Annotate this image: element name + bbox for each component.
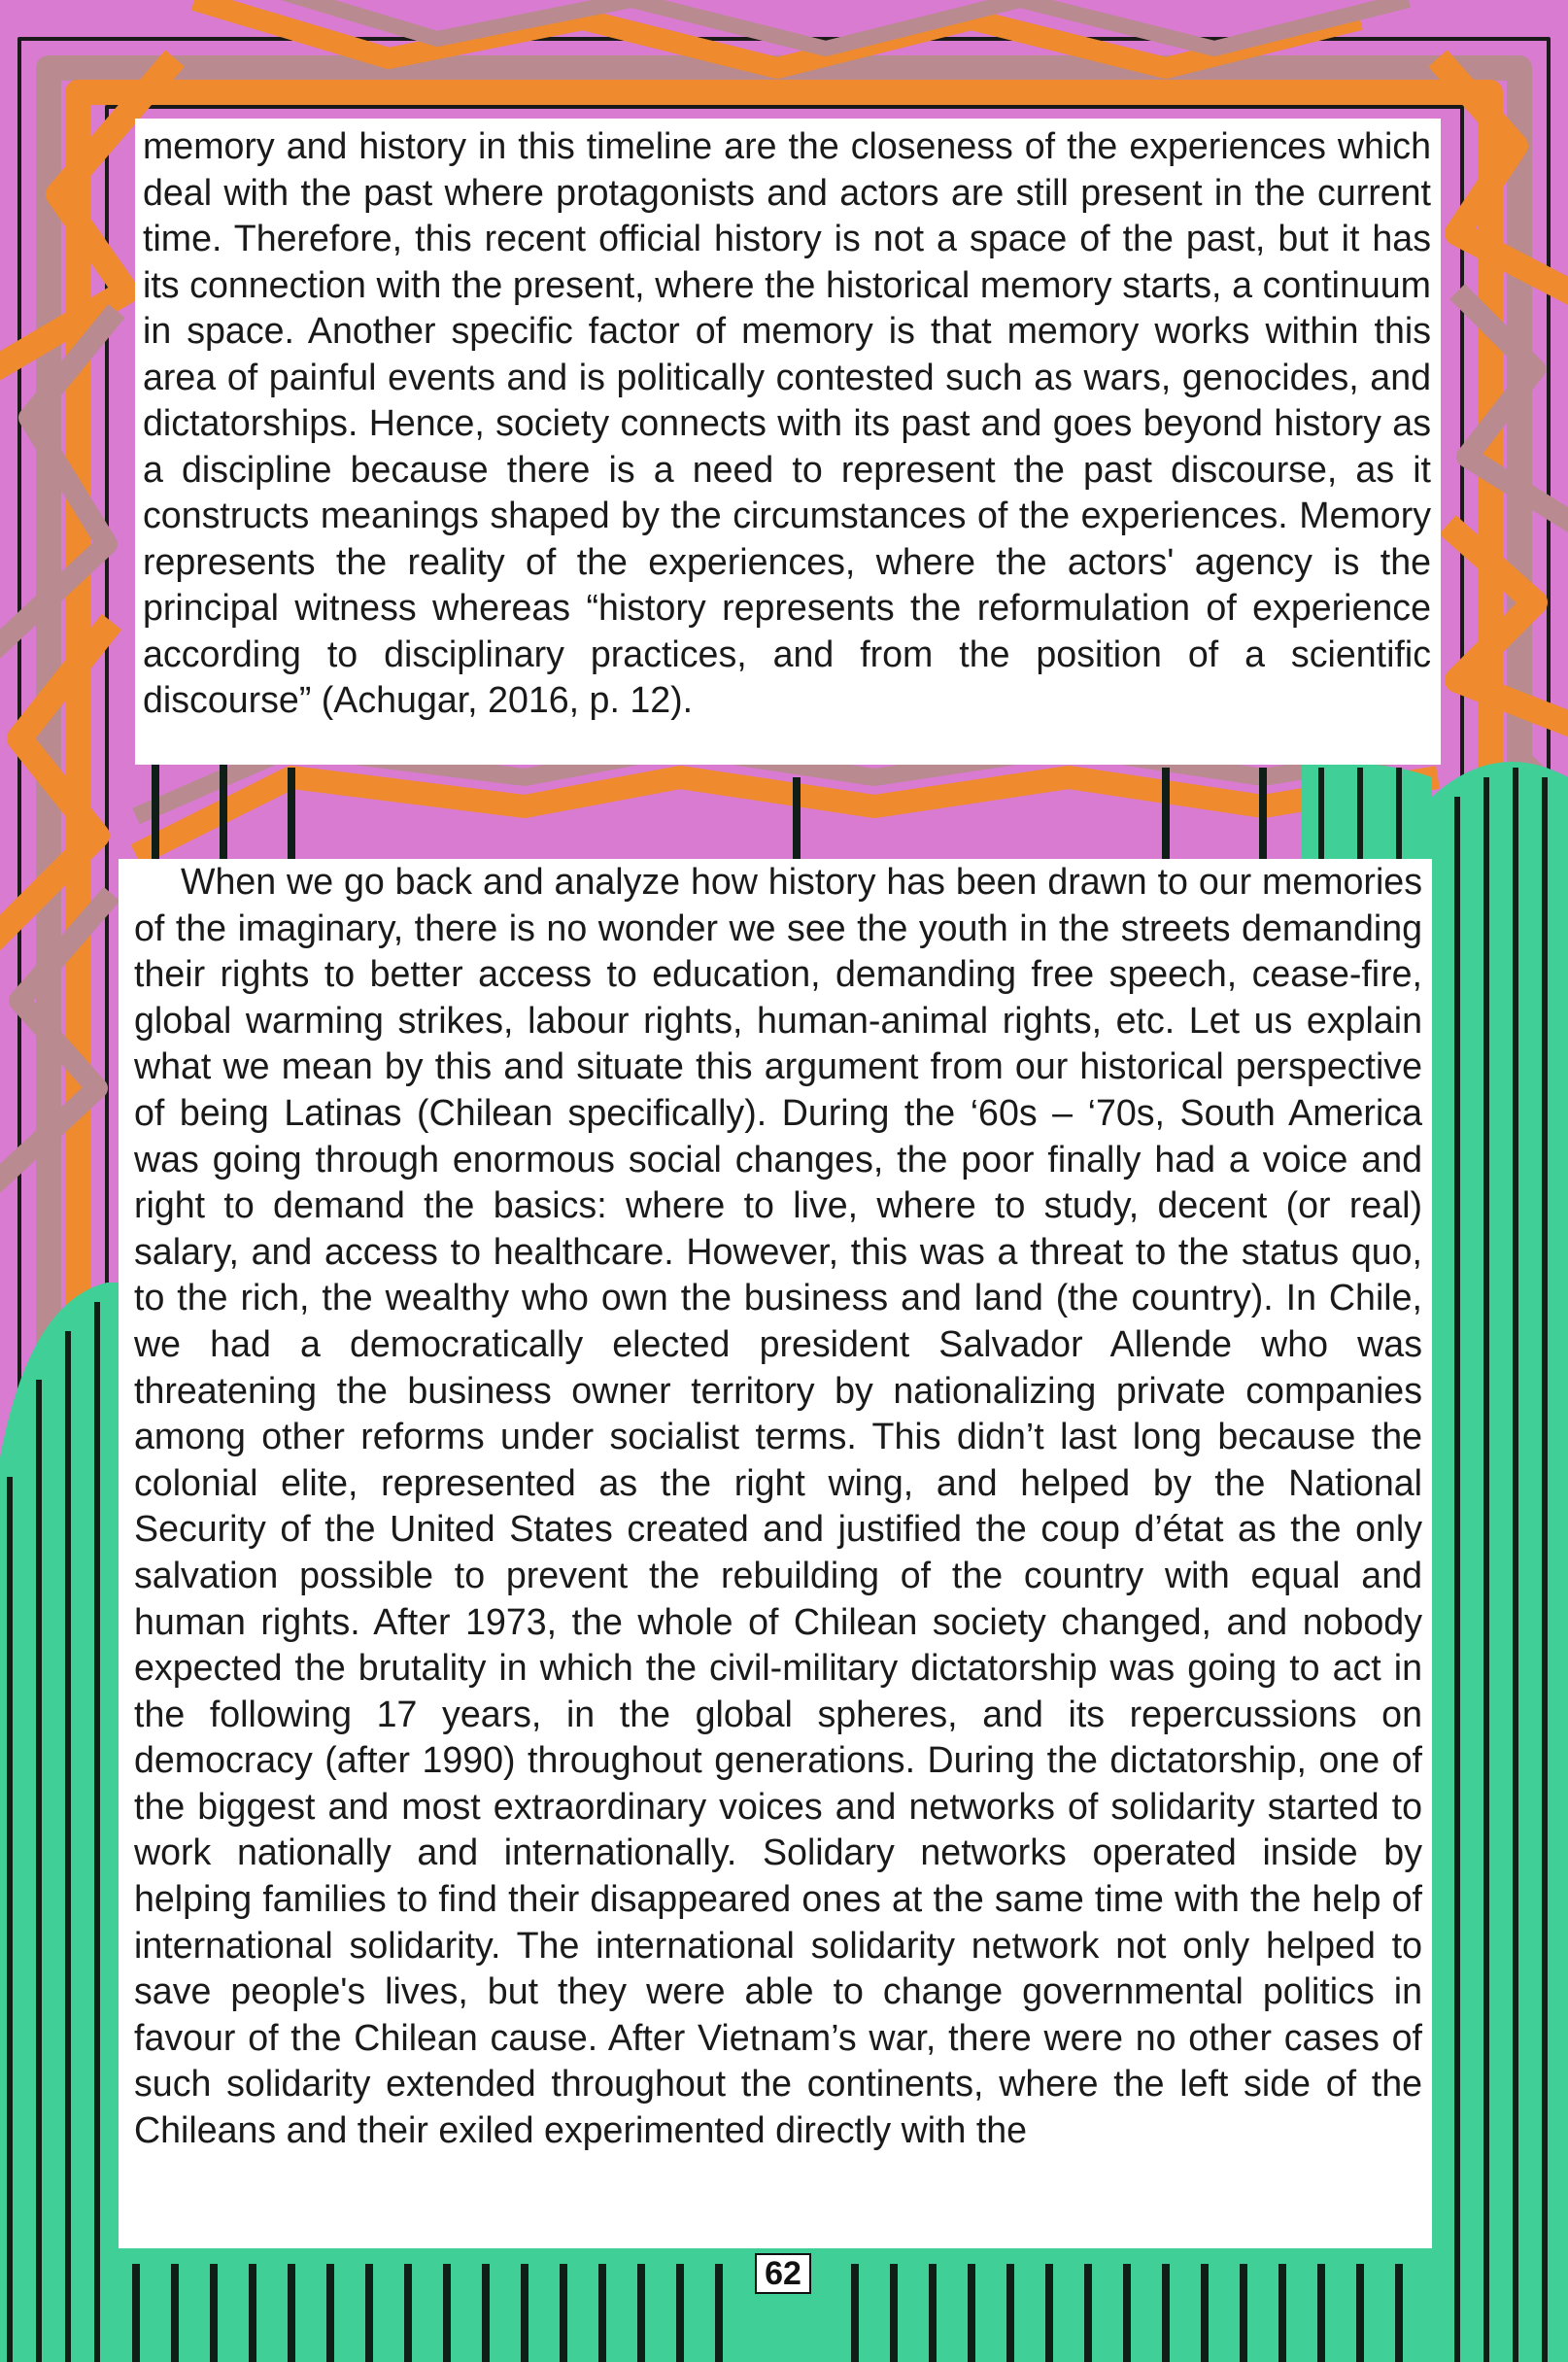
text-box-main xyxy=(119,859,1432,2248)
page-number: 62 xyxy=(755,2253,811,2294)
paragraph-top: memory and history in this timeline are the closeness of the experiences which deal with the past where protagonists and actors are still present in the current time. Therefore, this recent official history is not a space of the past, but it has its connection with the present, where the historical memory starts, a continuum in space. Another specific factor of memory is that memory works within this area of painful events and is politically contested such as wars, genocides, and dictatorships. Hence, society connects with its past and goes beyond history as a discipline because there is a need to represent the past discourse, as it constructs meanings shaped by the circumstances of the experiences. Memory represents the reality of the experiences, where the actors' agency is the principal witness whereas “history represents the reformulation of experience according to disciplinary practices, and from the position of a scientific discourse” (Achugar, 2016, p. 12). xyxy=(143,125,1431,720)
paragraph-main: When we go back and analyze how history has been drawn to our memories of the imaginary, there is no wonder we see the youth in the streets demanding their rights to better access to education, demanding free speech, cease-fire, global warming strikes, labour rights, human-animal rights, etc. Let us explain what we mean by this and situate this argument from our historical perspective of being Latinas (Chilean specifically). During the ‘60s – ‘70s, South America was going through enormous social changes, the poor finally had a voice and right to demand the basics: where to live, where to study, decent (or real) salary, and access to healthcare. However, this was a threat to the status quo, to the rich, the wealthy who own the business and land (the country). In Chile, we had a democratically elected president Salvador Allende who was threatening the business owner territory by nationalizing private companies among other reforms under socialist terms. This didn’t last long because the colonial elite, represented as the right wing, and helped by the National Security of the United States created and justified the coup d’état as the only salvation possible to prevent the rebuilding of the country with equal and human rights. After 1973, the whole of Chilean society changed, and nobody expected the brutality in which the civil-military dictatorship was going to act in the following 17 years, in the global spheres, and its repercussions on democracy (after 1990) throughout generations. During the dictatorship, one of the biggest and most extraordinary voices and networks of solidarity started to work nationally and internationally. Solidary networks operated inside by helping families to find their disappeared ones at the same time with the help of international solidarity. The international solidarity network not only helped to save people's lives, but they were able to change governmental politics in favour of the Chilean cause. After Vietnam’s war, there were no other cases of such solidarity extended throughout the continents, where the left side of the Chileans and their exiled experimented directly with the xyxy=(134,861,1422,2151)
text-box-top xyxy=(135,119,1441,765)
